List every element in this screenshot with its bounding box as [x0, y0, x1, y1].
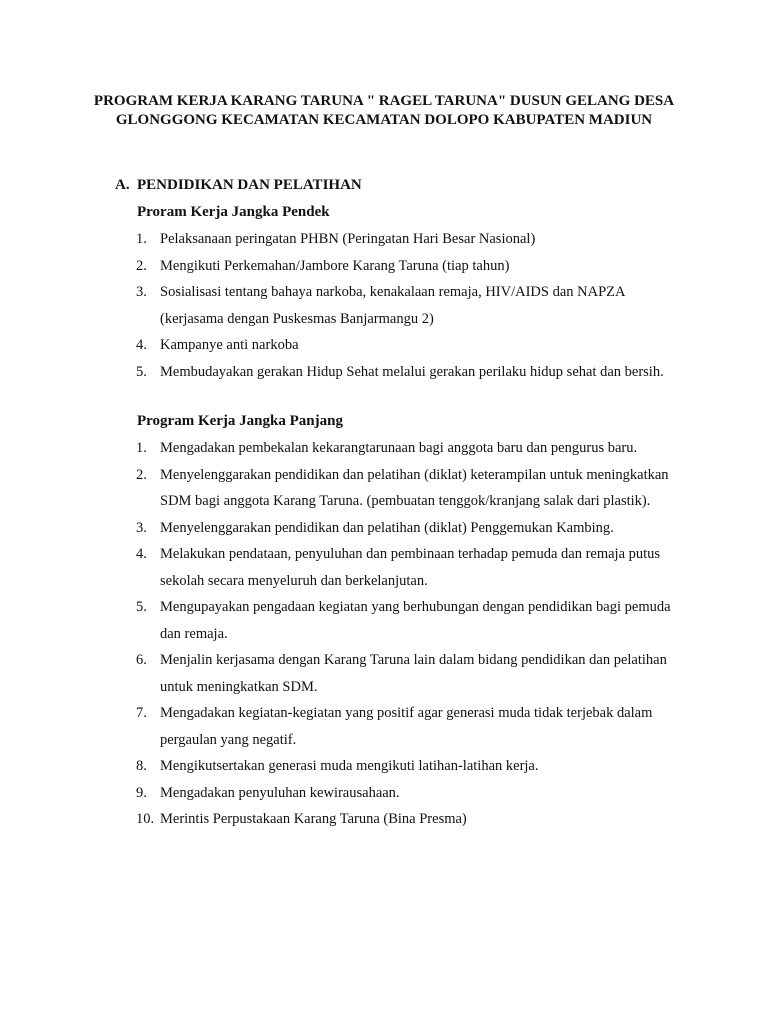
item-text: Menyelenggarakan pendidikan dan pelatihan (diklat) keterampilan untuk meningkatkan — [160, 466, 669, 483]
item-number: 2. — [136, 257, 147, 274]
item-number: 2. — [136, 466, 147, 483]
section-title: PENDIDIKAN DAN PELATIHAN — [137, 177, 362, 193]
item-text-continued: (kerjasama dengan Puskesmas Banjarmangu 2) — [160, 310, 434, 327]
item-number: 6. — [136, 652, 147, 668]
item-number: 10. — [136, 811, 155, 827]
item-text-continued: pergaulan yang negatif. — [160, 731, 297, 748]
section-letter: A. — [115, 177, 130, 193]
item-text: Menjalin kerjasama dengan Karang Taruna lain dalam bidang pendidikan dan pelatihan — [160, 652, 667, 668]
item-text: Mengadakan pembekalan kekarangtarunaan bagi anggota baru dan pengurus baru. — [160, 440, 638, 456]
item-number: 4. — [136, 546, 147, 562]
item-text-continued: dan remaja. — [160, 625, 228, 642]
item-text: Mengupayakan pengadaan kegiatan yang berhubungan dengan pendidikan bagi pemuda — [160, 599, 671, 615]
item-text: Mengikuti Perkemahan/Jambore Karang Taruna (tiap tahun) — [160, 257, 510, 274]
item-text-continued: untuk meningkatkan SDM. — [160, 678, 318, 695]
item-text: Sosialisasi tentang bahaya narkoba, kenakalaan remaja, HIV/AIDS dan NAPZA — [160, 284, 626, 300]
item-text: Menyelenggarakan pendidikan dan pelatihan (diklat) Penggemukan Kambing. — [160, 519, 614, 536]
item-text-continued: sekolah secara menyeluruh dan berkelanjutan. — [160, 572, 428, 589]
item-number: 5. — [136, 599, 147, 615]
item-number: 8. — [136, 758, 147, 774]
long-term-heading: Program Kerja Jangka Panjang — [137, 413, 343, 429]
title-line-1: PROGRAM KERJA KARANG TARUNA " RAGEL TARUNA" DUSUN GELANG DESA — [93, 93, 675, 109]
item-text: Melakukan pendataan, penyuluhan dan pembinaan terhadap pemuda dan remaja putus — [160, 546, 661, 562]
item-text-continued: SDM bagi anggota Karang Taruna. (pembuatan tenggok/kranjang salak dari plastik). — [160, 493, 651, 509]
item-text: Pelaksanaan peringatan PHBN (Peringatan Hari Besar Nasional) — [160, 231, 536, 247]
item-number: 9. — [136, 784, 147, 801]
item-number: 3. — [136, 519, 147, 536]
item-text: Merintis Perpustakaan Karang Taruna (Bina Presma) — [160, 811, 467, 827]
section-a-heading — [115, 176, 362, 195]
short-term-heading: Proram Kerja Jangka Pendek — [137, 204, 330, 220]
item-number: 1. — [136, 440, 147, 456]
item-number: 4. — [136, 337, 147, 353]
item-text: Mengadakan penyuluhan kewirausahaan. — [160, 784, 400, 801]
item-text: Membudayakan gerakan Hidup Sehat melalui gerakan perilaku hidup sehat dan bersih. — [160, 363, 664, 380]
item-text: Mengikutsertakan generasi muda mengikuti latihan-latihan kerja. — [160, 758, 539, 774]
document-title — [60, 92, 708, 130]
item-number: 3. — [136, 284, 147, 300]
item-number: 5. — [136, 363, 147, 380]
item-text: Mengadakan kegiatan-kegiatan yang positif agar generasi muda tidak terjebak dalam — [160, 705, 653, 721]
item-number: 7. — [136, 705, 147, 721]
title-line-2: GLONGGONG KECAMATAN KECAMATAN DOLOPO KABUPATEN MADIUN — [115, 112, 653, 128]
item-text: Kampanye anti narkoba — [160, 337, 299, 353]
item-number: 1. — [136, 231, 147, 247]
